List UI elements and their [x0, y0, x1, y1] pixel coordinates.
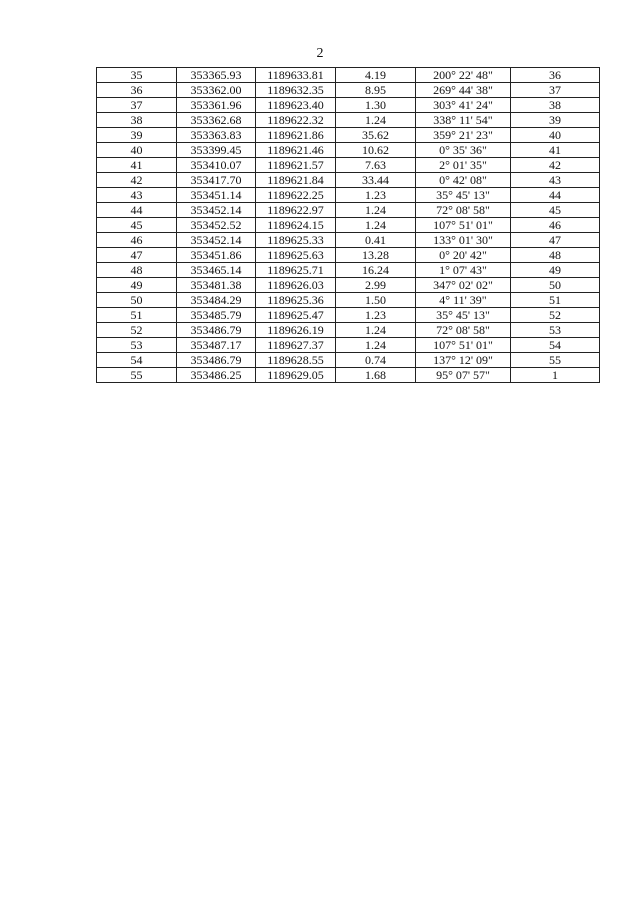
y-coordinate-cell: 1189625.33: [256, 233, 336, 248]
length-cell: 1.24: [336, 203, 416, 218]
point-number-cell: 45: [97, 218, 177, 233]
table-row: [97, 353, 600, 368]
next-point-cell: 51: [511, 293, 600, 308]
x-coordinate-cell: 353465.14: [177, 263, 256, 278]
x-coordinate-cell: 353361.96: [177, 98, 256, 113]
direction-angle-cell: 1° 07' 43": [416, 263, 511, 278]
next-point-cell: 54: [511, 338, 600, 353]
y-coordinate-cell: 1189626.03: [256, 278, 336, 293]
table-row: [97, 323, 600, 338]
table-row: [97, 338, 600, 353]
length-cell: 1.68: [336, 368, 416, 383]
table-row: [97, 143, 600, 158]
point-number-cell: 39: [97, 128, 177, 143]
x-coordinate-cell: 353417.70: [177, 173, 256, 188]
point-number-cell: 49: [97, 278, 177, 293]
x-coordinate-cell: 353486.79: [177, 353, 256, 368]
coordinates-table: [96, 67, 600, 383]
y-coordinate-cell: 1189621.57: [256, 158, 336, 173]
length-cell: 16.24: [336, 263, 416, 278]
y-coordinate-cell: 1189625.36: [256, 293, 336, 308]
point-number-cell: 55: [97, 368, 177, 383]
y-coordinate-cell: 1189621.84: [256, 173, 336, 188]
point-number-cell: 47: [97, 248, 177, 263]
x-coordinate-cell: 353486.25: [177, 368, 256, 383]
direction-angle-cell: 72° 08' 58": [416, 203, 511, 218]
length-cell: 1.23: [336, 188, 416, 203]
direction-angle-cell: 338° 11' 54": [416, 113, 511, 128]
table-row: [97, 218, 600, 233]
point-number-cell: 52: [97, 323, 177, 338]
point-number-cell: 41: [97, 158, 177, 173]
table-row: [97, 113, 600, 128]
table-row: [97, 293, 600, 308]
next-point-cell: 40: [511, 128, 600, 143]
next-point-cell: 50: [511, 278, 600, 293]
direction-angle-cell: 137° 12' 09": [416, 353, 511, 368]
next-point-cell: 53: [511, 323, 600, 338]
table-row: [97, 278, 600, 293]
y-coordinate-cell: 1189624.15: [256, 218, 336, 233]
length-cell: 0.74: [336, 353, 416, 368]
table-row: [97, 68, 600, 83]
y-coordinate-cell: 1189621.86: [256, 128, 336, 143]
x-coordinate-cell: 353362.00: [177, 83, 256, 98]
direction-angle-cell: 107° 51' 01": [416, 338, 511, 353]
next-point-cell: 44: [511, 188, 600, 203]
point-number-cell: 43: [97, 188, 177, 203]
direction-angle-cell: 107° 51' 01": [416, 218, 511, 233]
table-row: [97, 188, 600, 203]
table-row: [97, 203, 600, 218]
next-point-cell: 43: [511, 173, 600, 188]
next-point-cell: 49: [511, 263, 600, 278]
direction-angle-cell: 2° 01' 35": [416, 158, 511, 173]
y-coordinate-cell: 1189625.71: [256, 263, 336, 278]
direction-angle-cell: 133° 01' 30": [416, 233, 511, 248]
direction-angle-cell: 95° 07' 57": [416, 368, 511, 383]
x-coordinate-cell: 353362.68: [177, 113, 256, 128]
length-cell: 0.41: [336, 233, 416, 248]
length-cell: 33.44: [336, 173, 416, 188]
next-point-cell: 41: [511, 143, 600, 158]
y-coordinate-cell: 1189622.32: [256, 113, 336, 128]
point-number-cell: 40: [97, 143, 177, 158]
direction-angle-cell: 200° 22' 48": [416, 68, 511, 83]
x-coordinate-cell: 353410.07: [177, 158, 256, 173]
table-row: [97, 308, 600, 323]
point-number-cell: 53: [97, 338, 177, 353]
direction-angle-cell: 269° 44' 38": [416, 83, 511, 98]
point-number-cell: 50: [97, 293, 177, 308]
direction-angle-cell: 35° 45' 13": [416, 308, 511, 323]
length-cell: 8.95: [336, 83, 416, 98]
y-coordinate-cell: 1189623.40: [256, 98, 336, 113]
table-row: [97, 368, 600, 383]
length-cell: 1.23: [336, 308, 416, 323]
length-cell: 13.28: [336, 248, 416, 263]
table-row: [97, 263, 600, 278]
point-number-cell: 51: [97, 308, 177, 323]
direction-angle-cell: 4° 11' 39": [416, 293, 511, 308]
direction-angle-cell: 359° 21' 23": [416, 128, 511, 143]
direction-angle-cell: 72° 08' 58": [416, 323, 511, 338]
table-row: [97, 83, 600, 98]
coordinates-table-body: [97, 68, 600, 383]
direction-angle-cell: 0° 20' 42": [416, 248, 511, 263]
direction-angle-cell: 303° 41' 24": [416, 98, 511, 113]
point-number-cell: 46: [97, 233, 177, 248]
x-coordinate-cell: 353452.52: [177, 218, 256, 233]
length-cell: 1.24: [336, 113, 416, 128]
next-point-cell: 42: [511, 158, 600, 173]
table-row: [97, 233, 600, 248]
length-cell: 1.24: [336, 218, 416, 233]
length-cell: 1.24: [336, 338, 416, 353]
table-row: [97, 128, 600, 143]
point-number-cell: 38: [97, 113, 177, 128]
x-coordinate-cell: 353486.79: [177, 323, 256, 338]
direction-angle-cell: 347° 02' 02": [416, 278, 511, 293]
length-cell: 10.62: [336, 143, 416, 158]
point-number-cell: 42: [97, 173, 177, 188]
point-number-cell: 48: [97, 263, 177, 278]
x-coordinate-cell: 353481.38: [177, 278, 256, 293]
point-number-cell: 35: [97, 68, 177, 83]
point-number-cell: 36: [97, 83, 177, 98]
length-cell: 4.19: [336, 68, 416, 83]
next-point-cell: 47: [511, 233, 600, 248]
next-point-cell: 48: [511, 248, 600, 263]
next-point-cell: 1: [511, 368, 600, 383]
table-row: [97, 98, 600, 113]
table-row: [97, 158, 600, 173]
y-coordinate-cell: 1189622.97: [256, 203, 336, 218]
x-coordinate-cell: 353485.79: [177, 308, 256, 323]
y-coordinate-cell: 1189627.37: [256, 338, 336, 353]
table-row: [97, 248, 600, 263]
point-number-cell: 44: [97, 203, 177, 218]
y-coordinate-cell: 1189633.81: [256, 68, 336, 83]
y-coordinate-cell: 1189629.05: [256, 368, 336, 383]
next-point-cell: 52: [511, 308, 600, 323]
length-cell: 2.99: [336, 278, 416, 293]
next-point-cell: 45: [511, 203, 600, 218]
x-coordinate-cell: 353487.17: [177, 338, 256, 353]
x-coordinate-cell: 353365.93: [177, 68, 256, 83]
y-coordinate-cell: 1189625.47: [256, 308, 336, 323]
y-coordinate-cell: 1189625.63: [256, 248, 336, 263]
point-number-cell: 54: [97, 353, 177, 368]
next-point-cell: 39: [511, 113, 600, 128]
table-row: [97, 173, 600, 188]
y-coordinate-cell: 1189622.25: [256, 188, 336, 203]
direction-angle-cell: 0° 42' 08": [416, 173, 511, 188]
x-coordinate-cell: 353451.14: [177, 188, 256, 203]
length-cell: 1.24: [336, 323, 416, 338]
x-coordinate-cell: 353452.14: [177, 203, 256, 218]
y-coordinate-cell: 1189628.55: [256, 353, 336, 368]
length-cell: 7.63: [336, 158, 416, 173]
direction-angle-cell: 35° 45' 13": [416, 188, 511, 203]
next-point-cell: 38: [511, 98, 600, 113]
x-coordinate-cell: 353484.29: [177, 293, 256, 308]
page-number: 2: [316, 46, 324, 61]
y-coordinate-cell: 1189632.35: [256, 83, 336, 98]
next-point-cell: 55: [511, 353, 600, 368]
next-point-cell: 37: [511, 83, 600, 98]
x-coordinate-cell: 353363.83: [177, 128, 256, 143]
x-coordinate-cell: 353452.14: [177, 233, 256, 248]
next-point-cell: 36: [511, 68, 600, 83]
point-number-cell: 37: [97, 98, 177, 113]
y-coordinate-cell: 1189621.46: [256, 143, 336, 158]
x-coordinate-cell: 353399.45: [177, 143, 256, 158]
y-coordinate-cell: 1189626.19: [256, 323, 336, 338]
next-point-cell: 46: [511, 218, 600, 233]
x-coordinate-cell: 353451.86: [177, 248, 256, 263]
length-cell: 1.30: [336, 98, 416, 113]
length-cell: 1.50: [336, 293, 416, 308]
direction-angle-cell: 0° 35' 36": [416, 143, 511, 158]
length-cell: 35.62: [336, 128, 416, 143]
